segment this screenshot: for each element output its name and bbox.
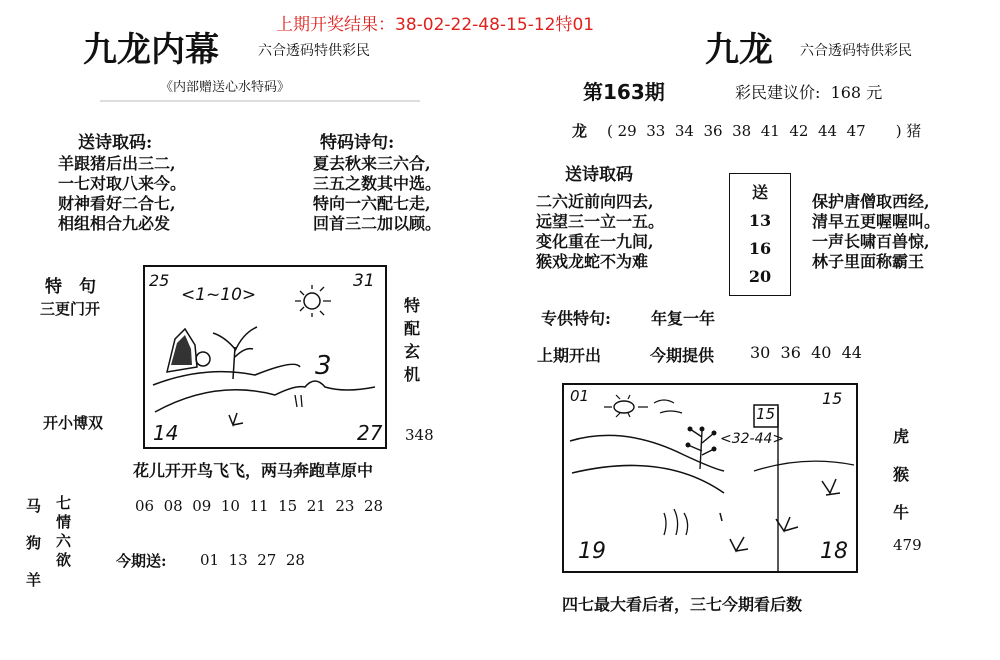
right-zodiac-char: 牛 (893, 503, 910, 522)
dragon-numbers: ( 29 33 34 36 38 41 42 44 47 ) 猪 (607, 122, 922, 140)
right-pic-num-tr: 15 (822, 389, 843, 408)
left-picture-frame (143, 265, 387, 449)
special-text: 年复一年 (651, 309, 716, 328)
gift-note: 《内部赠送心水特码》 (160, 80, 291, 95)
side-char: 玄 (404, 342, 421, 361)
send-box-num: 13 (748, 211, 772, 230)
right-poem-right (812, 192, 940, 272)
right-poem-line: 变化重在一九间, (536, 232, 654, 251)
right-pic-num-br: 18 (820, 539, 848, 564)
right-zodiac-char: 虎 (893, 427, 910, 446)
pic-num-bl: 14 (153, 421, 179, 445)
suggested-price: 彩民建议价: 168 元 (735, 83, 883, 102)
kaixiao-text: 开小博双 (43, 414, 104, 432)
pic-range: <1~10> (181, 285, 257, 305)
send-box-num: 16 (748, 239, 772, 258)
qiqing-char: 欲 (56, 551, 72, 569)
send-box-label: 送 (751, 183, 768, 202)
tegou-label: 特 句 (45, 277, 96, 297)
zodiac-char: 羊 (26, 571, 42, 589)
pic-mid: 3 (315, 351, 332, 381)
right-poem-line: 保护唐僧取西经, (812, 192, 930, 211)
faint-line (100, 100, 420, 102)
qiqing-char: 七 (56, 494, 72, 512)
qiqing-column (56, 494, 71, 570)
right-side-num: 479 (893, 536, 922, 554)
right-picture-frame (562, 383, 858, 573)
right-zodiac-char: 猴 (893, 465, 910, 484)
pic-num-br: 27 (357, 421, 383, 445)
send-box-num: 20 (748, 267, 772, 286)
poem2-title: 特码诗句: (320, 133, 395, 153)
pic-num-tr: 31 (353, 271, 375, 291)
poem2-line: 三五之数其中选。 (313, 174, 442, 193)
poem2-line: 特向一六配七走, (313, 194, 431, 213)
issue-number: 第163期 (583, 80, 665, 104)
send-box (729, 173, 791, 296)
qiqing-char: 情 (56, 513, 72, 531)
right-poem-left (536, 192, 664, 272)
left-title: 九龙内幕 (83, 30, 219, 70)
left-caption: 花儿开开鸟飞飞，两马奔跑草原中 (133, 461, 374, 480)
poem1-line: 财神看好二合七, (58, 194, 176, 213)
dragon-label: 龙 (572, 122, 588, 140)
provide-nums: 30 36 40 44 (750, 343, 862, 362)
zodiac-char: 马 (26, 497, 42, 515)
qiqing-char: 六 (56, 532, 72, 550)
special-label: 专供特句: (541, 309, 611, 328)
poem1-line: 羊跟猪后出三二, (58, 154, 176, 173)
right-poem-title: 送诗取码 (565, 165, 633, 185)
poem2-line: 回首三二加以顾。 (313, 214, 442, 233)
today-label: 今期送: (116, 552, 167, 570)
poem1-title: 送诗取码: (78, 133, 153, 153)
poem1 (58, 154, 186, 234)
today-nums: 01 13 27 28 (200, 551, 305, 569)
last-label: 上期开出 (537, 346, 602, 365)
numbers-row: 06 08 09 10 11 15 21 23 28 (135, 497, 384, 515)
poem1-line: 一七对取八来今。 (58, 174, 187, 193)
left-side-num: 348 (405, 426, 434, 444)
side-char: 机 (404, 365, 421, 384)
last-result-banner: 上期开奖结果：38-02-22-48-15-12特01 (276, 15, 595, 35)
right-subtitle: 六合透码特供彩民 (800, 43, 912, 59)
right-picture-drawing (564, 385, 856, 571)
right-poem-line: 林子里面称霸王 (812, 252, 925, 271)
zodiac-column (26, 488, 41, 599)
side-char: 配 (404, 319, 421, 338)
tegou-text: 三更门开 (40, 300, 101, 318)
right-title: 九龙 (705, 30, 773, 70)
right-pic-range: <32-44> (720, 431, 785, 447)
right-pic-num-bl: 19 (578, 539, 606, 564)
right-side-zodiac (893, 418, 909, 532)
right-poem-line: 一声长啸百兽惊, (812, 232, 930, 251)
right-poem-line: 二六近前向四去, (536, 192, 654, 211)
right-poem-line: 清早五更喔喔叫。 (812, 212, 941, 231)
right-poem-line: 远望三一立一五。 (536, 212, 665, 231)
poem2-line: 夏去秋来三六合, (313, 154, 431, 173)
right-pic-box-num: 15 (756, 405, 776, 423)
poem1-line: 相组相合九必发 (58, 214, 171, 233)
right-footer: 四七最大看后者，三七今期看后数 (562, 595, 803, 614)
provide-label: 今期提供 (650, 346, 715, 365)
poem2 (313, 154, 441, 234)
right-pic-num-tl: 01 (570, 387, 590, 405)
left-subtitle: 六合透码特供彩民 (258, 43, 370, 59)
pic-num-tl: 25 (149, 271, 170, 290)
side-vertical (404, 294, 420, 386)
zodiac-char: 狗 (26, 534, 42, 552)
right-poem-line: 猴戏龙蛇不为难 (536, 252, 649, 271)
side-char: 特 (404, 296, 421, 315)
